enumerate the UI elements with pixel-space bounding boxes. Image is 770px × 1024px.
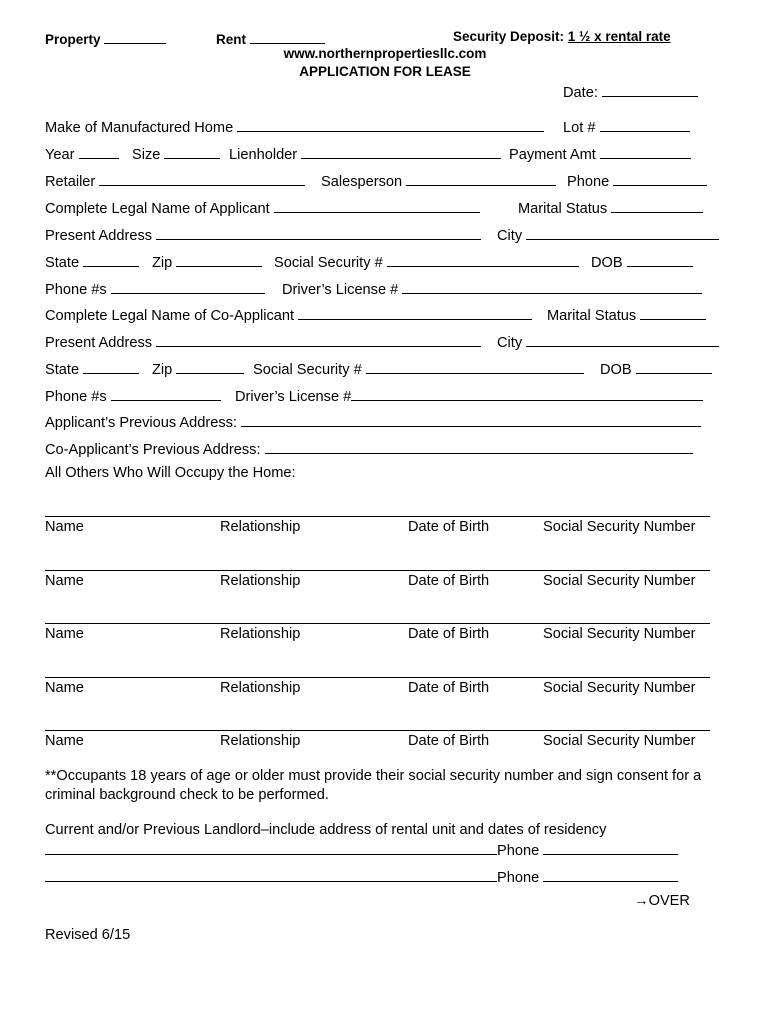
revision-date: Revised 6/15 <box>45 927 131 943</box>
applicant-license-blank[interactable] <box>402 280 702 294</box>
coapplicant-ssn-field[interactable] <box>253 360 584 378</box>
landlord-phone-blank[interactable] <box>543 841 678 855</box>
coapplicant-dob-blank[interactable] <box>636 360 712 374</box>
coapplicant-marital-blank[interactable] <box>640 306 706 320</box>
occupant-line-5[interactable] <box>45 730 710 731</box>
date-field[interactable] <box>563 83 698 101</box>
coapplicant-state-field[interactable] <box>45 360 139 378</box>
landlord-phone-blank[interactable] <box>543 868 678 882</box>
coapplicant-zip-blank[interactable] <box>176 360 244 374</box>
occupant-relationship-label: Relationship <box>220 626 301 642</box>
applicant-ssn-field[interactable] <box>274 253 579 271</box>
occupant-name-label: Name <box>45 680 84 696</box>
applicant-marital-blank[interactable] <box>611 199 703 213</box>
retailer-blank[interactable] <box>99 172 305 186</box>
applicant-state-label: State <box>45 255 80 271</box>
coapplicant-city-field[interactable] <box>497 333 719 351</box>
website: www.northernpropertiesllc.com <box>283 46 487 61</box>
lot-field[interactable] <box>563 118 690 136</box>
coapplicant-name-field[interactable] <box>45 306 532 324</box>
coapplicant-previous-label: Co-Applicant’s Previous Address: <box>45 442 261 458</box>
applicant-zip-label: Zip <box>152 255 173 271</box>
rent-blank[interactable] <box>250 30 325 44</box>
applicant-previous-label: Applicant’s Previous Address: <box>45 415 237 431</box>
applicant-dob-label: DOB <box>591 255 623 271</box>
occupant-row-3 <box>45 627 710 645</box>
date-label: Date: <box>563 85 598 101</box>
payment-blank[interactable] <box>600 145 691 159</box>
occupant-row-5 <box>45 734 710 752</box>
landlord-phone-label: Phone <box>497 843 540 859</box>
applicant-state-field[interactable] <box>45 253 139 271</box>
occupant-relationship-label: Relationship <box>220 573 301 589</box>
applicant-marital-label: Marital Status <box>518 201 608 217</box>
salesperson-blank[interactable] <box>406 172 556 186</box>
rent-field[interactable] <box>216 30 325 47</box>
occupant-relationship-label: Relationship <box>220 680 301 696</box>
coapplicant-city-label: City <box>497 335 523 351</box>
lot-blank[interactable] <box>600 118 690 132</box>
landlord-address-blank[interactable] <box>45 841 497 855</box>
occupant-line-2[interactable] <box>45 570 710 571</box>
salesperson-field[interactable] <box>321 172 556 190</box>
coapplicant-zip-label: Zip <box>152 362 173 378</box>
over-indicator: →OVER <box>634 893 690 909</box>
coapplicant-license-blank[interactable] <box>351 387 703 401</box>
applicant-phones-label: Phone #s <box>45 282 107 298</box>
coapplicant-phones-label: Phone #s <box>45 389 107 405</box>
landlord-line-2[interactable] <box>45 868 678 886</box>
occupant-line-4[interactable] <box>45 677 710 678</box>
coapplicant-state-blank[interactable] <box>83 360 139 374</box>
occupant-dob-label: Date of Birth <box>408 573 490 589</box>
occupant-dob-label: Date of Birth <box>408 626 490 642</box>
page-title: APPLICATION FOR LEASE <box>299 64 471 79</box>
occupant-ssn-label: Social Security Number <box>543 733 696 749</box>
occupant-name-label: Name <box>45 733 84 749</box>
retailer-label: Retailer <box>45 174 96 190</box>
occupant-dob-label: Date of Birth <box>408 680 490 696</box>
applicant-name-blank[interactable] <box>274 199 480 213</box>
coapplicant-name-label: Complete Legal Name of Co-Applicant <box>45 308 295 324</box>
year-blank[interactable] <box>79 145 119 159</box>
applicant-name-label: Complete Legal Name of Applicant <box>45 201 270 217</box>
applicant-phones-field[interactable] <box>45 280 265 298</box>
deposit-label: Security Deposit: <box>453 29 565 44</box>
occupant-row-2 <box>45 574 710 592</box>
coapplicant-dob-label: DOB <box>600 362 632 378</box>
coapplicant-city-blank[interactable] <box>526 333 719 347</box>
occupants-heading: All Others Who Will Occupy the Home: <box>45 465 296 481</box>
phone-label: Phone <box>567 174 610 190</box>
occupant-dob-label: Date of Birth <box>408 519 490 535</box>
coapplicant-license-label: Driver’s License # <box>235 389 352 405</box>
occupant-line-3[interactable] <box>45 623 710 624</box>
size-blank[interactable] <box>164 145 220 159</box>
coapplicant-state-label: State <box>45 362 80 378</box>
coapplicant-address-blank[interactable] <box>156 333 481 347</box>
occupant-row-4 <box>45 681 710 699</box>
applicant-license-field[interactable] <box>282 280 702 298</box>
applicant-address-blank[interactable] <box>156 226 481 240</box>
coapplicant-previous-address-field[interactable] <box>45 440 693 458</box>
occupants-note-line-2: criminal background check to be performed. <box>45 787 329 803</box>
applicant-zip-field[interactable] <box>152 253 262 271</box>
applicant-state-blank[interactable] <box>83 253 139 267</box>
property-field[interactable] <box>45 30 166 47</box>
coapplicant-address-label: Present Address <box>45 335 153 351</box>
applicant-city-blank[interactable] <box>526 226 719 240</box>
phone-field[interactable] <box>567 172 707 190</box>
rent-label: Rent <box>216 32 246 47</box>
lienholder-blank[interactable] <box>301 145 501 159</box>
make-label: Make of Manufactured Home <box>45 120 234 136</box>
coapplicant-name-blank[interactable] <box>298 306 532 320</box>
applicant-city-field[interactable] <box>497 226 719 244</box>
coapplicant-phones-blank[interactable] <box>111 387 221 401</box>
coapplicant-zip-field[interactable] <box>152 360 244 378</box>
applicant-marital-field[interactable] <box>518 199 703 217</box>
coapplicant-ssn-blank[interactable] <box>366 360 584 374</box>
occupant-ssn-label: Social Security Number <box>543 573 696 589</box>
occupant-name-label: Name <box>45 573 84 589</box>
applicant-name-field[interactable] <box>45 199 480 217</box>
applicant-ssn-blank[interactable] <box>387 253 579 267</box>
applicant-dob-blank[interactable] <box>627 253 693 267</box>
make-blank[interactable] <box>237 118 544 132</box>
applicant-address-label: Present Address <box>45 228 153 244</box>
applicant-previous-blank[interactable] <box>241 413 701 427</box>
occupant-ssn-label: Social Security Number <box>543 680 696 696</box>
make-field[interactable] <box>45 118 544 136</box>
coapplicant-phones-field[interactable] <box>45 387 221 405</box>
year-field[interactable] <box>45 145 119 163</box>
landlord-line-1[interactable] <box>45 841 678 859</box>
coapplicant-ssn-label: Social Security # <box>253 362 362 378</box>
coapplicant-marital-field[interactable] <box>547 306 706 324</box>
salesperson-label: Salesperson <box>321 174 403 190</box>
lot-label: Lot # <box>563 120 596 136</box>
coapplicant-address-field[interactable] <box>45 333 481 351</box>
applicant-previous-address-field[interactable] <box>45 413 701 431</box>
occupants-note-line-1: **Occupants 18 years of age or older must provide their social security number and sign consent for a <box>45 768 702 784</box>
size-label: Size <box>132 147 161 163</box>
coapplicant-dob-field[interactable] <box>600 360 712 378</box>
applicant-phones-blank[interactable] <box>111 280 265 294</box>
occupant-name-label: Name <box>45 519 84 535</box>
property-blank[interactable] <box>104 30 166 44</box>
applicant-city-label: City <box>497 228 523 244</box>
coapplicant-previous-blank[interactable] <box>265 440 693 454</box>
occupant-dob-label: Date of Birth <box>408 733 490 749</box>
security-deposit <box>453 30 671 44</box>
lienholder-field[interactable] <box>229 145 501 163</box>
applicant-address-field[interactable] <box>45 226 481 244</box>
applicant-ssn-label: Social Security # <box>274 255 383 271</box>
applicant-dob-field[interactable] <box>591 253 693 271</box>
applicant-zip-blank[interactable] <box>176 253 262 267</box>
phone-blank[interactable] <box>613 172 707 186</box>
landlord-address-blank[interactable] <box>45 868 497 882</box>
occupant-row-1 <box>45 520 710 538</box>
deposit-value: 1 ½ x rental rate <box>567 29 671 44</box>
year-label: Year <box>45 147 75 163</box>
retailer-field[interactable] <box>45 172 305 190</box>
occupant-relationship-label: Relationship <box>220 519 301 535</box>
payment-label: Payment Amt <box>509 147 596 163</box>
property-label: Property <box>45 32 101 47</box>
coapplicant-marital-label: Marital Status <box>547 308 637 324</box>
occupant-relationship-label: Relationship <box>220 733 301 749</box>
payment-field[interactable] <box>509 145 691 163</box>
landlord-heading: Current and/or Previous Landlord–include address of rental unit and dates of residency <box>45 822 607 838</box>
landlord-phone-label: Phone <box>497 870 540 886</box>
occupant-ssn-label: Social Security Number <box>543 519 696 535</box>
occupant-ssn-label: Social Security Number <box>543 626 696 642</box>
coapplicant-license-field[interactable] <box>235 387 703 405</box>
occupant-line-1[interactable] <box>45 516 710 517</box>
size-field[interactable] <box>132 145 220 163</box>
applicant-license-label: Driver’s License # <box>282 282 399 298</box>
lienholder-label: Lienholder <box>229 147 298 163</box>
occupant-name-label: Name <box>45 626 84 642</box>
date-blank[interactable] <box>602 83 698 97</box>
